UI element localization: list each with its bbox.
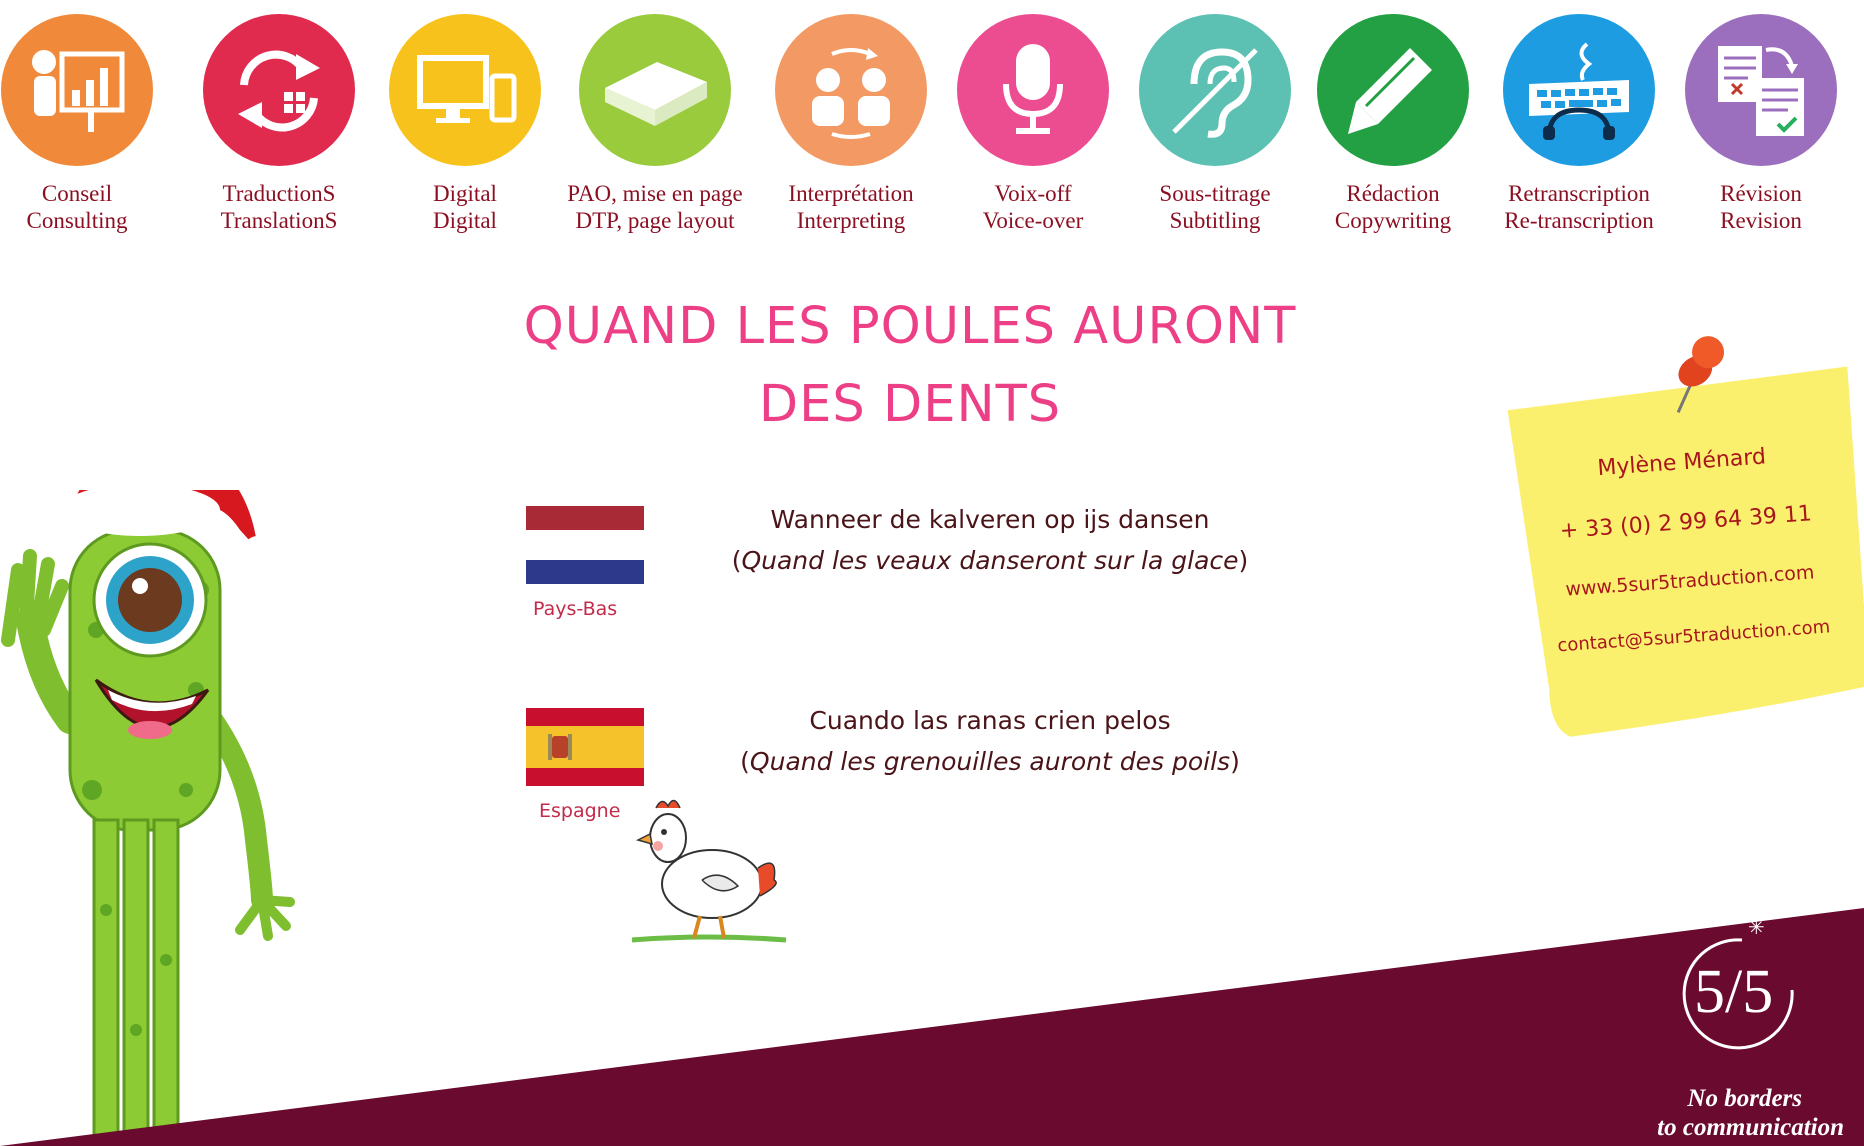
service-label: PAO, mise en page DTP, page layout bbox=[567, 181, 743, 233]
slogan-line: to communication bbox=[1657, 1114, 1844, 1141]
contact-phone[interactable]: + 33 (0) 2 99 64 39 11 bbox=[1559, 501, 1813, 544]
slogan-line: No borders bbox=[1687, 1085, 1802, 1112]
service-label: Retranscription Re-transcription bbox=[1504, 181, 1654, 233]
service-label: Digital Digital bbox=[433, 181, 497, 233]
service-label: Rédaction Copywriting bbox=[1334, 181, 1452, 233]
contact-name: Mylène Ménard bbox=[1596, 444, 1767, 482]
service-label: Révision Revision bbox=[1720, 181, 1802, 233]
country-label: Espagne bbox=[539, 800, 621, 822]
contact-email[interactable]: contact@5sur5traduction.com bbox=[1556, 616, 1831, 657]
service-label: Interprétation Interpreting bbox=[788, 181, 914, 233]
logo-text: 5/5 bbox=[1694, 958, 1774, 1026]
service-label: Voix-off Voice-over bbox=[982, 181, 1084, 233]
saying-translation: (Quand les veaux danseront sur la glace) bbox=[731, 546, 1249, 575]
country-label: Pays-Bas bbox=[533, 598, 618, 620]
saying-original: Cuando las ranas crien pelos bbox=[809, 706, 1171, 735]
contact-website[interactable]: www.5sur5traduction.com bbox=[1564, 561, 1816, 601]
service-label: TraductionS TranslationS bbox=[220, 181, 338, 233]
title-line: QUAND LES POULES AURONT bbox=[523, 297, 1297, 356]
service-label: Sous-titrage Subtitling bbox=[1159, 181, 1271, 233]
saying-original: Wanneer de kalveren op ijs dansen bbox=[770, 505, 1210, 534]
saying-translation: (Quand les grenouilles auront des poils) bbox=[740, 747, 1240, 776]
svg-text:✳: ✳ bbox=[1748, 915, 1765, 939]
slogan bbox=[1544, 1084, 1844, 1142]
company-logo bbox=[1666, 912, 1816, 1062]
title-line: DES DENTS bbox=[758, 375, 1062, 434]
service-label: Conseil Consulting bbox=[26, 181, 128, 233]
